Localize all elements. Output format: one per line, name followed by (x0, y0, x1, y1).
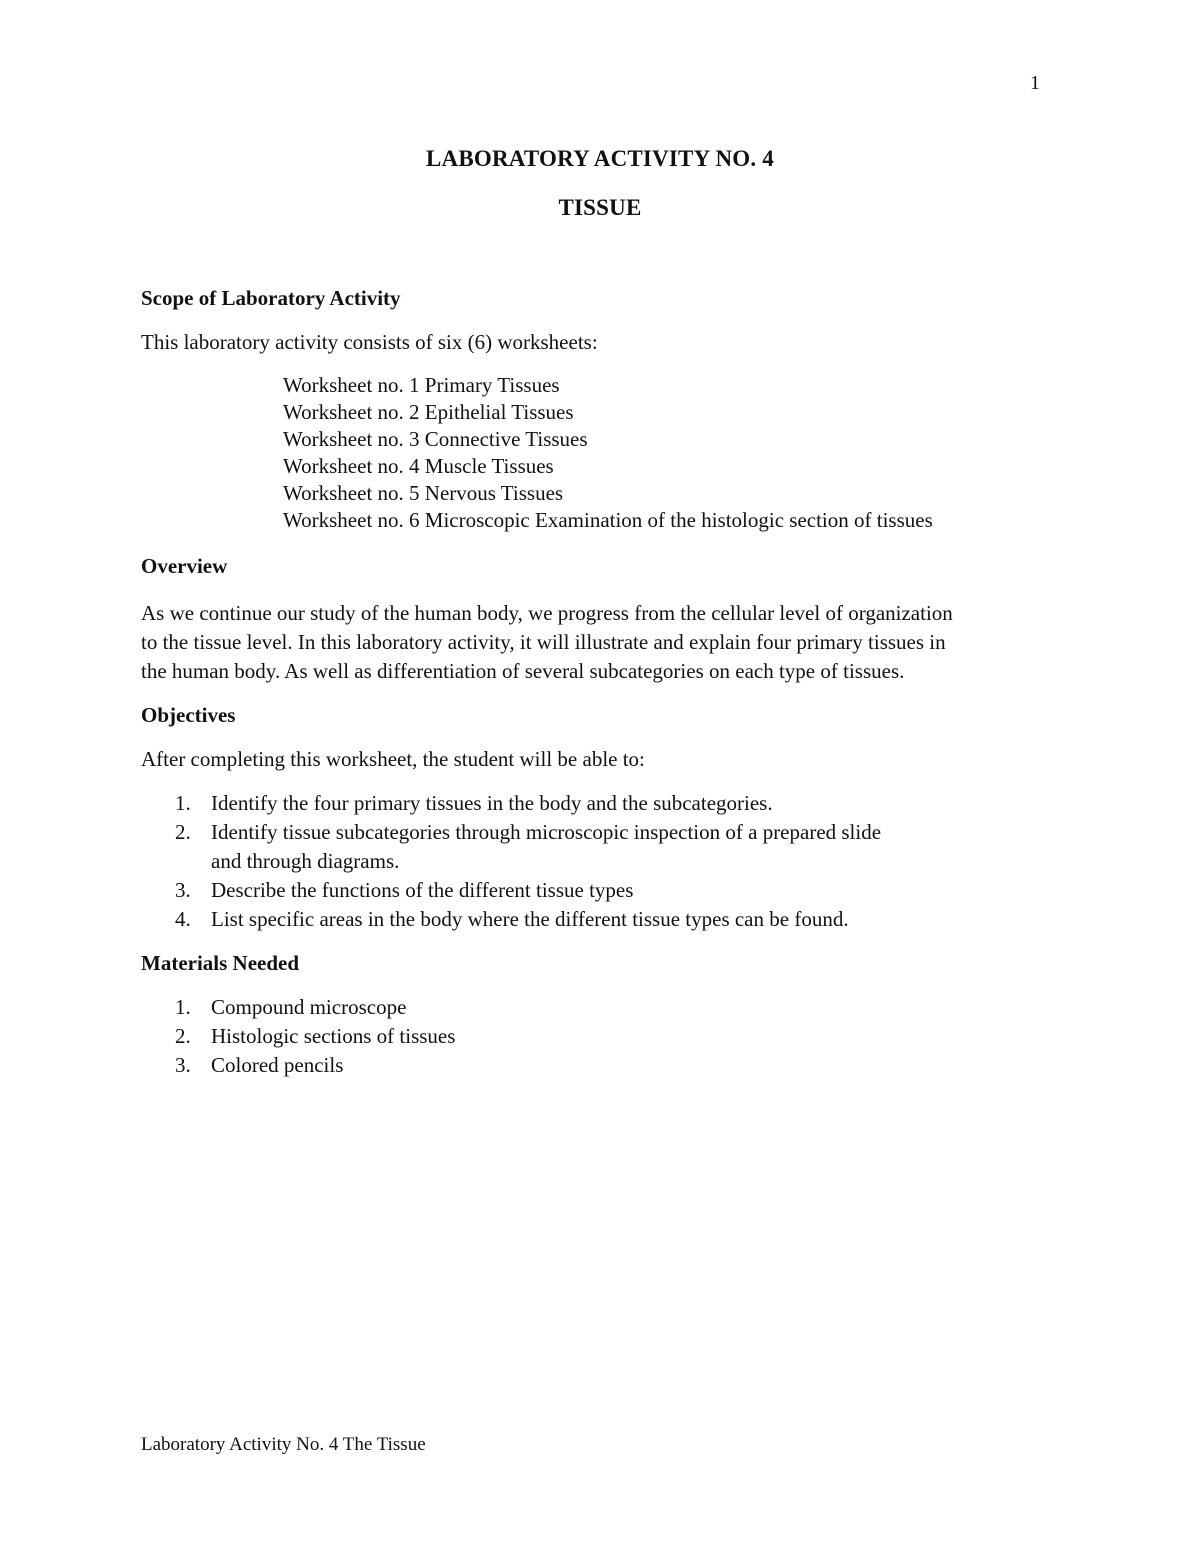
worksheet-item: Worksheet no. 1 Primary Tissues (283, 373, 560, 397)
materials-list (141, 993, 1071, 1080)
list-number: 1. (175, 995, 191, 1019)
material-text: Histologic sections of tissues (211, 1024, 456, 1048)
material-item (141, 1022, 1071, 1051)
objective-item (141, 789, 1071, 818)
worksheet-item: Worksheet no. 2 Epithelial Tissues (283, 400, 574, 424)
objective-text: List specific areas in the body where the different tissue types can be found. (211, 907, 849, 931)
worksheet-item: Worksheet no. 3 Connective Tissues (283, 427, 588, 451)
objectives-list (141, 789, 1071, 934)
overview-line: As we continue our study of the human body, we progress from the cellular level of organization (141, 601, 953, 625)
objective-text: Describe the functions of the different tissue types (211, 878, 634, 902)
overview-line: to the tissue level. In this laboratory activity, it will illustrate and explain four primary tissues in (141, 630, 946, 654)
objective-text: Identify the four primary tissues in the body and the subcategories. (211, 791, 773, 815)
worksheet-item: Worksheet no. 5 Nervous Tissues (283, 481, 564, 505)
page-number: 1 (1030, 72, 1040, 94)
material-item (141, 1051, 1071, 1080)
list-number: 2. (175, 820, 191, 844)
list-number: 4. (175, 907, 191, 931)
overview-paragraph (141, 599, 1071, 686)
worksheet-item: Worksheet no. 6 Microscopic Examination of the histologic section of tissues (283, 508, 933, 532)
objective-item (141, 905, 1071, 934)
scope-heading: Scope of Laboratory Activity (141, 286, 401, 310)
scope-intro: This laboratory activity consists of six (6) worksheets: (141, 330, 598, 354)
list-number: 3. (175, 878, 191, 902)
worksheet-list (141, 372, 1071, 534)
list-number: 1. (175, 791, 191, 815)
objective-item (141, 876, 1071, 905)
objective-item (141, 818, 1071, 876)
overview-heading: Overview (141, 554, 228, 578)
objectives-intro: After completing this worksheet, the student will be able to: (141, 747, 645, 771)
worksheet-item: Worksheet no. 4 Muscle Tissues (283, 454, 554, 478)
document-subtitle: TISSUE (558, 195, 642, 220)
material-item (141, 993, 1071, 1022)
list-number: 2. (175, 1024, 191, 1048)
document-body (141, 284, 1071, 1080)
objectives-heading: Objectives (141, 703, 236, 727)
objective-text: Identify tissue subcategories through microscopic inspection of a prepared slide (211, 820, 882, 844)
page-footer: Laboratory Activity No. 4 The Tissue (141, 1434, 426, 1455)
overview-line: the human body. As well as differentiation of several subcategories on each type of tissues. (141, 659, 905, 683)
materials-heading: Materials Needed (141, 951, 300, 975)
material-text: Colored pencils (211, 1053, 344, 1077)
list-number: 3. (175, 1053, 191, 1077)
material-text: Compound microscope (211, 995, 407, 1019)
document-title: LABORATORY ACTIVITY NO. 4 (426, 146, 774, 171)
objective-text-continued: and through diagrams. (211, 849, 400, 873)
